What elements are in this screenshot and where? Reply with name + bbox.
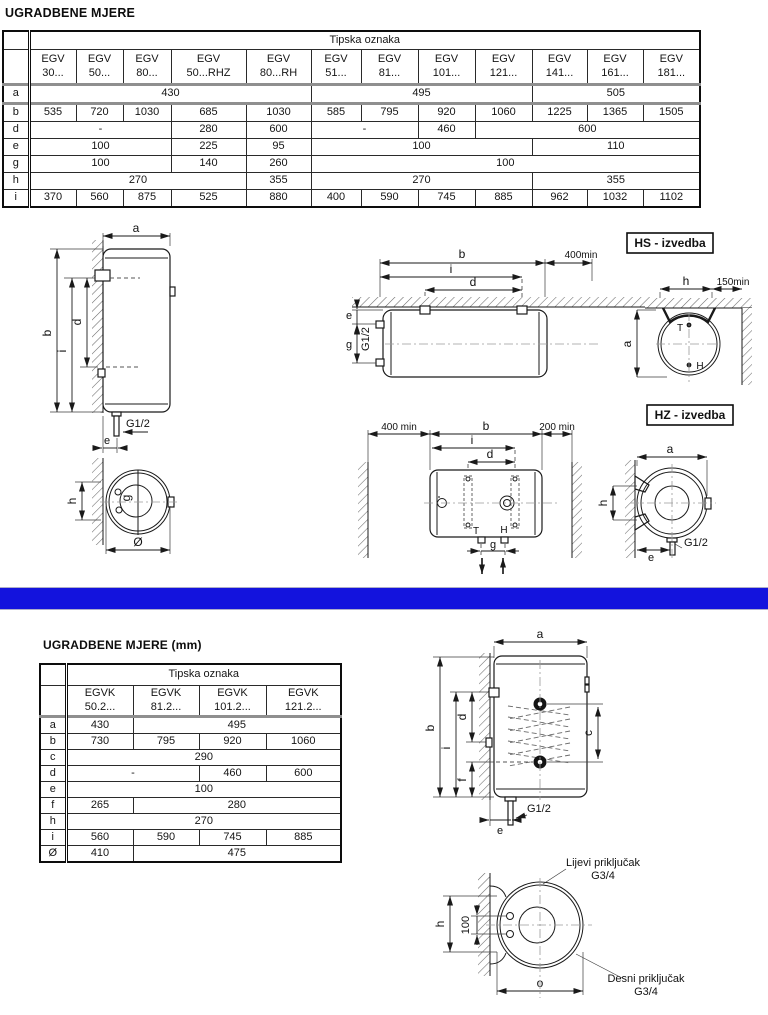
cell: 885 <box>475 190 532 208</box>
cell: 1060 <box>475 104 532 122</box>
cell: 100 <box>29 139 171 156</box>
row-label: Ø <box>40 846 66 863</box>
right-connection-size: G3/4 <box>634 986 658 998</box>
wall-hatch <box>625 460 635 558</box>
cell: 460 <box>418 122 475 139</box>
model-line: 50...RHZ <box>186 66 231 79</box>
cell: 1032 <box>587 190 643 208</box>
side-tick <box>585 685 589 692</box>
cell: 270 <box>29 173 246 190</box>
row-label: i <box>3 190 29 208</box>
model-header <box>266 686 341 717</box>
model-header <box>171 50 246 85</box>
mounting-bracket <box>489 688 499 697</box>
cell: 880 <box>246 190 311 208</box>
model-line: EGV <box>491 52 516 65</box>
dim-label-e: e <box>103 435 111 447</box>
hz-callout-label: HZ - izvedba <box>654 408 726 422</box>
wall-hatch <box>92 240 103 413</box>
model-line: 81... <box>378 66 401 79</box>
row-label: a <box>40 717 66 734</box>
row-label: g <box>3 156 29 173</box>
model-line: EGV <box>434 52 459 65</box>
cell: 95 <box>246 139 311 156</box>
cell: 590 <box>133 830 199 846</box>
model-line: 141... <box>545 66 574 79</box>
dim-label-200min: 200 min <box>539 422 575 433</box>
hs-callout-label: HS - izvedba <box>634 236 706 250</box>
label-t: T <box>676 323 684 334</box>
dim-label-h: h <box>433 920 447 928</box>
dim-label-g12: G1/2 <box>684 537 708 549</box>
cell: 560 <box>76 190 123 208</box>
model-line: EGV <box>196 52 221 65</box>
cell: 1060 <box>266 734 341 750</box>
cell: 1102 <box>643 190 700 208</box>
cell: 525 <box>171 190 246 208</box>
group-header: Tipska oznaka <box>66 664 341 686</box>
dimensions-top <box>380 247 597 320</box>
pipe-stub-lower <box>376 359 384 366</box>
dimension-g <box>467 539 519 556</box>
cell: 920 <box>418 104 475 122</box>
model-line: EGV <box>659 52 683 65</box>
model-header <box>133 686 199 717</box>
corner-cell <box>3 31 29 50</box>
dim-label-i: i <box>439 746 453 750</box>
dim-label-a: a <box>536 627 544 641</box>
model-header <box>643 50 700 85</box>
dim-label-d: d <box>455 713 469 721</box>
egvk-technical-drawings <box>410 622 768 1015</box>
section-bottom-title: UGRADBENE MJERE (mm) <box>43 638 202 652</box>
row-label: e <box>3 139 29 156</box>
cell: 1225 <box>532 104 587 122</box>
corner-cell <box>40 664 66 686</box>
dim-label-i: i <box>55 349 69 353</box>
ceiling-hatch <box>352 297 650 307</box>
model-line: EGVK <box>84 686 116 699</box>
hs-horizontal-drawing <box>346 247 650 377</box>
dim-label-150min: 150min <box>716 277 750 288</box>
cell: - <box>311 122 418 139</box>
cell: 920 <box>199 734 266 750</box>
dim-label-o: o <box>536 976 544 990</box>
dimension-a <box>494 627 587 658</box>
dimension-g12-e <box>94 416 150 453</box>
dimension-a <box>620 310 667 377</box>
cell: 265 <box>66 798 133 814</box>
dimension-a <box>103 221 170 246</box>
cell: 590 <box>361 190 418 208</box>
model-header <box>66 686 133 717</box>
model-line: EGVK <box>217 686 248 699</box>
cell: 600 <box>266 766 341 782</box>
cell: 1030 <box>246 104 311 122</box>
dim-label-b: b <box>482 419 490 433</box>
model-line: 121... <box>489 66 518 79</box>
cell: 280 <box>171 122 246 139</box>
cell: 875 <box>123 190 171 208</box>
cell: 370 <box>29 190 76 208</box>
model-header <box>475 50 532 85</box>
model-line: 101... <box>432 66 461 79</box>
model-line: 50.2... <box>84 700 116 713</box>
cell: 460 <box>199 766 266 782</box>
dim-label-100: 100 <box>460 915 472 935</box>
egv-dimensions-table <box>2 30 701 208</box>
model-line: EGV <box>324 52 348 65</box>
row-label: h <box>3 173 29 190</box>
cell: 1030 <box>123 104 171 122</box>
cell: 745 <box>418 190 475 208</box>
row-label: i <box>40 830 66 846</box>
model-line: EGV <box>547 52 572 65</box>
cell: 560 <box>66 830 133 846</box>
left-connection-lower <box>507 931 514 938</box>
side-stub <box>705 498 711 509</box>
cell: 600 <box>246 122 311 139</box>
dim-label-a: a <box>132 221 140 235</box>
model-header <box>29 50 76 85</box>
model-header <box>532 50 587 85</box>
ceiling-hatch <box>645 298 752 308</box>
cell: 110 <box>532 139 700 156</box>
tank-body <box>103 249 170 412</box>
model-line: EGV <box>377 52 402 65</box>
dim-label-h: h <box>596 499 610 507</box>
dim-label-b: b <box>458 247 466 261</box>
mounting-bracket <box>517 306 527 314</box>
dim-label-g12: G1/2 <box>360 327 372 351</box>
bottom-stub-h <box>501 537 508 543</box>
model-line: 51... <box>325 66 347 79</box>
cell: 1365 <box>587 104 643 122</box>
side-tick <box>585 677 589 684</box>
label-h-conn: H <box>696 361 704 372</box>
corner-cell <box>3 50 29 85</box>
pipe-stub-upper <box>376 321 384 328</box>
lower-stub <box>98 369 105 377</box>
dim-label-d: d <box>486 447 494 461</box>
cell: 685 <box>171 104 246 122</box>
inlet-pipe <box>508 801 513 825</box>
row-label: a <box>3 85 29 104</box>
label-t: T <box>472 526 480 537</box>
wall-hatch-right <box>572 462 582 558</box>
dim-label-g12: G1/2 <box>527 803 551 815</box>
cell: 140 <box>171 156 246 173</box>
dim-label-f: f <box>455 778 469 782</box>
egvk-front-drawing <box>423 627 603 837</box>
model-line: EGV <box>41 52 65 65</box>
inlet-pipe <box>670 542 675 555</box>
model-line: 121.2... <box>284 700 322 713</box>
group-header: Tipska oznaka <box>29 31 700 50</box>
model-line: EGV <box>266 52 291 65</box>
model-line: 101.2... <box>214 700 251 713</box>
model-line: EGV <box>603 52 627 65</box>
row-label: f <box>40 798 66 814</box>
dim-label-d: d <box>70 318 84 326</box>
dimensions-top <box>368 419 575 478</box>
side-connection <box>170 287 175 296</box>
label-h-conn: H <box>500 525 508 536</box>
cell: 600 <box>475 122 700 139</box>
cell: 355 <box>246 173 311 190</box>
left-connection-upper <box>507 913 514 920</box>
model-line: 30... <box>42 66 64 79</box>
tank-body <box>383 310 547 377</box>
egv-vertical-front-drawing <box>40 221 175 453</box>
cell: 100 <box>311 156 700 173</box>
dim-label-i: i <box>470 433 474 447</box>
row-label: h <box>40 814 66 830</box>
cell: 430 <box>29 85 311 104</box>
pipe-stub <box>112 412 121 416</box>
wall-hatch <box>478 873 490 976</box>
cell: 100 <box>29 156 171 173</box>
model-header <box>587 50 643 85</box>
dim-label-g: g <box>119 494 133 502</box>
hz-end-view-drawing <box>596 405 733 564</box>
model-line: EGVK <box>287 686 319 699</box>
model-header <box>123 50 171 85</box>
cell: 100 <box>66 782 341 798</box>
dimensions-left <box>346 303 383 363</box>
model-header <box>418 50 475 85</box>
dim-label-b: b <box>423 724 437 732</box>
dim-label-e: e <box>647 552 655 564</box>
cell: - <box>29 122 171 139</box>
dim-label-a: a <box>666 442 674 456</box>
connection-left-bottom <box>116 507 122 513</box>
model-line: EGV <box>87 52 112 65</box>
cell: 430 <box>66 717 133 734</box>
cell: 795 <box>133 734 199 750</box>
model-line: 80... <box>136 66 158 79</box>
model-line: 81.2... <box>150 700 182 713</box>
cell: 885 <box>266 830 341 846</box>
hs-end-view-drawing <box>620 233 752 385</box>
cell: 795 <box>361 104 418 122</box>
cell: 280 <box>133 798 341 814</box>
wall-hatch <box>742 308 752 385</box>
row-label: c <box>40 750 66 766</box>
row-label: d <box>3 122 29 139</box>
model-line: EGVK <box>150 686 182 699</box>
bottom-stub-t <box>478 537 485 543</box>
cell: 290 <box>66 750 341 766</box>
cell: 730 <box>66 734 133 750</box>
row-label: b <box>3 104 29 122</box>
cell: 410 <box>66 846 133 863</box>
hz-horizontal-drawing <box>358 419 582 574</box>
cell: 355 <box>532 173 700 190</box>
dim-label-e: e <box>496 825 504 837</box>
dim-label-a: a <box>620 340 634 348</box>
wall-hatch <box>479 653 490 800</box>
dimension-e <box>480 800 521 837</box>
cell: 505 <box>532 85 700 104</box>
model-header <box>76 50 123 85</box>
dim-label-d: d <box>469 275 477 289</box>
connection-left-top <box>115 489 121 495</box>
dimension-e <box>637 550 670 564</box>
dim-label-c: c <box>581 730 595 736</box>
cell: 535 <box>29 104 76 122</box>
dim-label-400min: 400 min <box>381 422 417 433</box>
dim-label-h: h <box>65 497 79 505</box>
corner-cell <box>40 686 66 717</box>
cell: - <box>66 766 199 782</box>
cell: 475 <box>133 846 341 863</box>
wall-hatch-left <box>358 462 368 558</box>
dim-label-h: h <box>682 274 690 288</box>
model-line: 181... <box>657 66 686 79</box>
egv-bottom-view-drawing <box>65 458 178 554</box>
cell: 720 <box>76 104 123 122</box>
left-connection-label: Lijevi priključak <box>566 857 640 869</box>
mid-stub <box>486 738 492 747</box>
row-label: b <box>40 734 66 750</box>
cell: 400 <box>311 190 361 208</box>
dim-label-g12: G1/2 <box>126 418 150 430</box>
section-top-title: UGRADBENE MJERE <box>5 6 136 20</box>
model-line: 80...RH <box>259 66 298 79</box>
cell: 270 <box>311 173 532 190</box>
dim-label-b: b <box>40 329 54 337</box>
tank-body <box>494 656 587 797</box>
mounting-bracket <box>420 306 430 314</box>
egv-technical-drawings <box>0 208 768 588</box>
dim-label-i: i <box>449 262 453 276</box>
model-line: 50... <box>88 66 111 79</box>
cell: 270 <box>66 814 341 830</box>
model-line: EGV <box>135 52 159 65</box>
egvk-dimensions-table <box>39 663 342 863</box>
wall-hatch <box>92 458 103 545</box>
section-divider-bar <box>0 587 768 610</box>
model-header <box>311 50 361 85</box>
model-header <box>246 50 311 85</box>
dim-label-diameter: Ø <box>133 535 143 549</box>
cell: 100 <box>311 139 532 156</box>
mounting-bracket <box>95 270 110 281</box>
dim-label-g: g <box>489 539 497 551</box>
cell: 495 <box>133 717 341 734</box>
cell: 495 <box>311 85 532 104</box>
model-header <box>361 50 418 85</box>
model-header <box>199 686 266 717</box>
cell: 1505 <box>643 104 700 122</box>
row-label: e <box>40 782 66 798</box>
cell: 962 <box>532 190 587 208</box>
dim-label-400min: 400min <box>564 250 598 261</box>
right-connection-label: Desni priključak <box>607 973 685 985</box>
model-line: 161... <box>601 66 629 79</box>
egvk-bottom-view-drawing <box>433 857 685 998</box>
dim-label-e: e <box>345 310 353 322</box>
cell: 225 <box>171 139 246 156</box>
cell: 585 <box>311 104 361 122</box>
left-connection-size: G3/4 <box>591 870 615 882</box>
inlet-pipe <box>114 416 119 436</box>
cell: 260 <box>246 156 311 173</box>
dim-label-g: g <box>345 339 353 351</box>
cell: 745 <box>199 830 266 846</box>
row-label: d <box>40 766 66 782</box>
